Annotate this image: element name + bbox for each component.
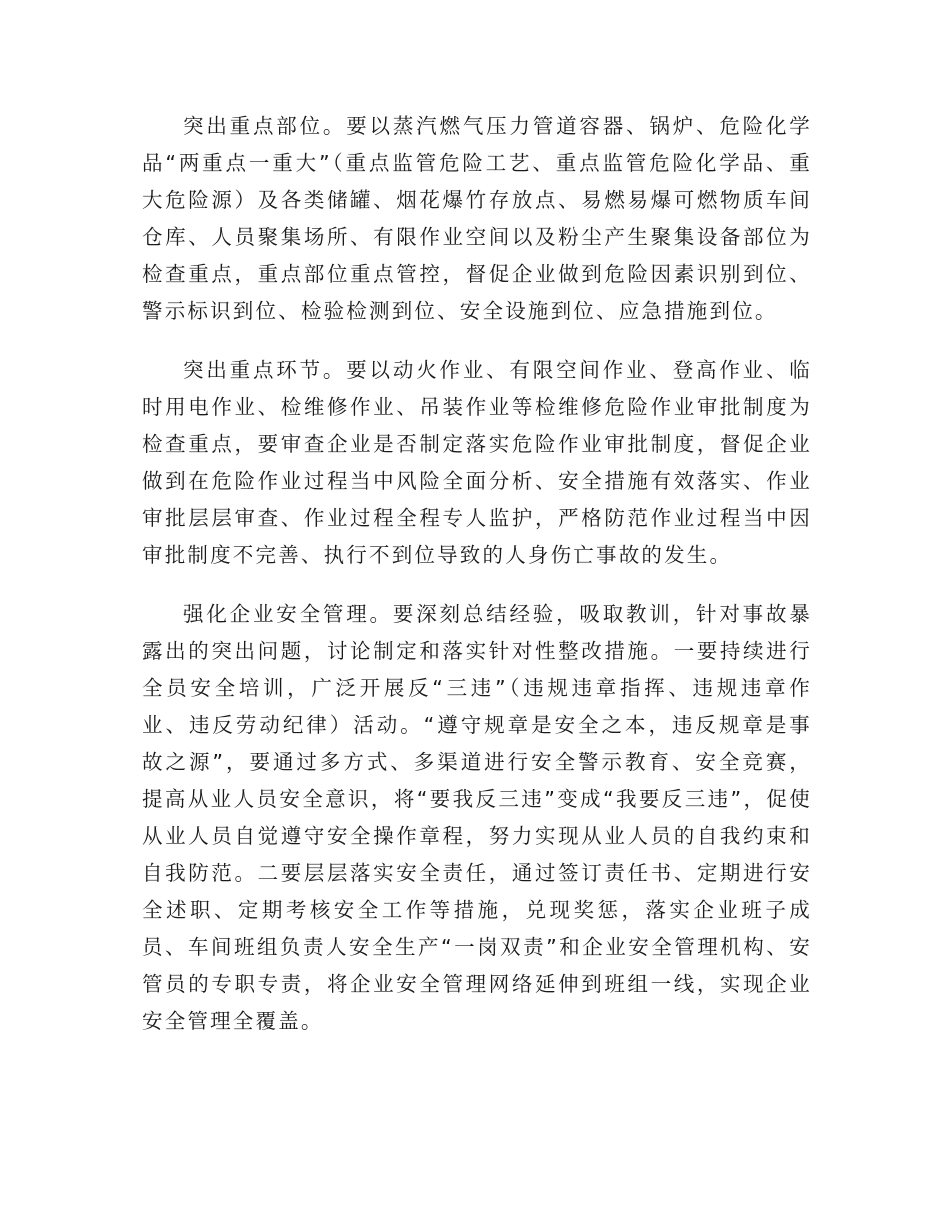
paragraph-safety-management: 强化企业安全管理。要深刻总结经验，吸取教训，针对事故暴露出的突出问题，讨论制定和落实针对性整改措施。一要持续进行全员安全培训，广泛开展反“三违”（违规违章指挥、违规违章作业、违反劳动纪律）活动。“遵守规章是安全之本，违反规章是事故之源”，要通过多方式、多渠道进行安全警示教育、安全竞赛，提高从业人员安全意识，将“要我反三违”变成“我要反三违”，促使从业人员自觉遵守安全操作章程，努力实现从业人员的自我约束和自我防范。二要层层落实安全责任，通过签订责任书、定期进行安全述职、定期考核安全工作等措施，兑现奖惩，落实企业班子成员、车间班组负责人安全生产“一岗双责”和企业安全管理机构、安管员的专职专责，将企业安全管理网络延伸到班组一线，实现企业安全管理全覆盖。 <box>142 602 812 1033</box>
paragraph-key-procedures: 突出重点环节。要以动火作业、有限空间作业、登高作业、临时用电作业、检维修作业、吊装作业等检维修危险作业审批制度为检查重点，要审查企业是否制定落实危险作业审批制度，督促企业做到在危险作业过程当中风险全面分析、安全措施有效落实、作业审批层层审查、作业过程全程专人监护，严格防范作业过程当中因审批制度不完善、执行不到位导致的人身伤亡事故的发生。 <box>142 358 812 567</box>
paragraph-key-locations: 突出重点部位。要以蒸汽燃气压力管道容器、锅炉、危险化学品“两重点一重大”（重点监管危险工艺、重点监管危险化学品、重大危险源）及各类储罐、烟花爆竹存放点、易燃易爆可燃物质车间仓库、人员聚集场所、有限作业空间以及粉尘产生聚集设备部位为检查重点，重点部位重点管控，督促企业做到危险因素识别到位、警示标识到位、检验检测到位、安全设施到位、应急措施到位。 <box>142 114 812 323</box>
document-body <box>142 108 812 1062</box>
